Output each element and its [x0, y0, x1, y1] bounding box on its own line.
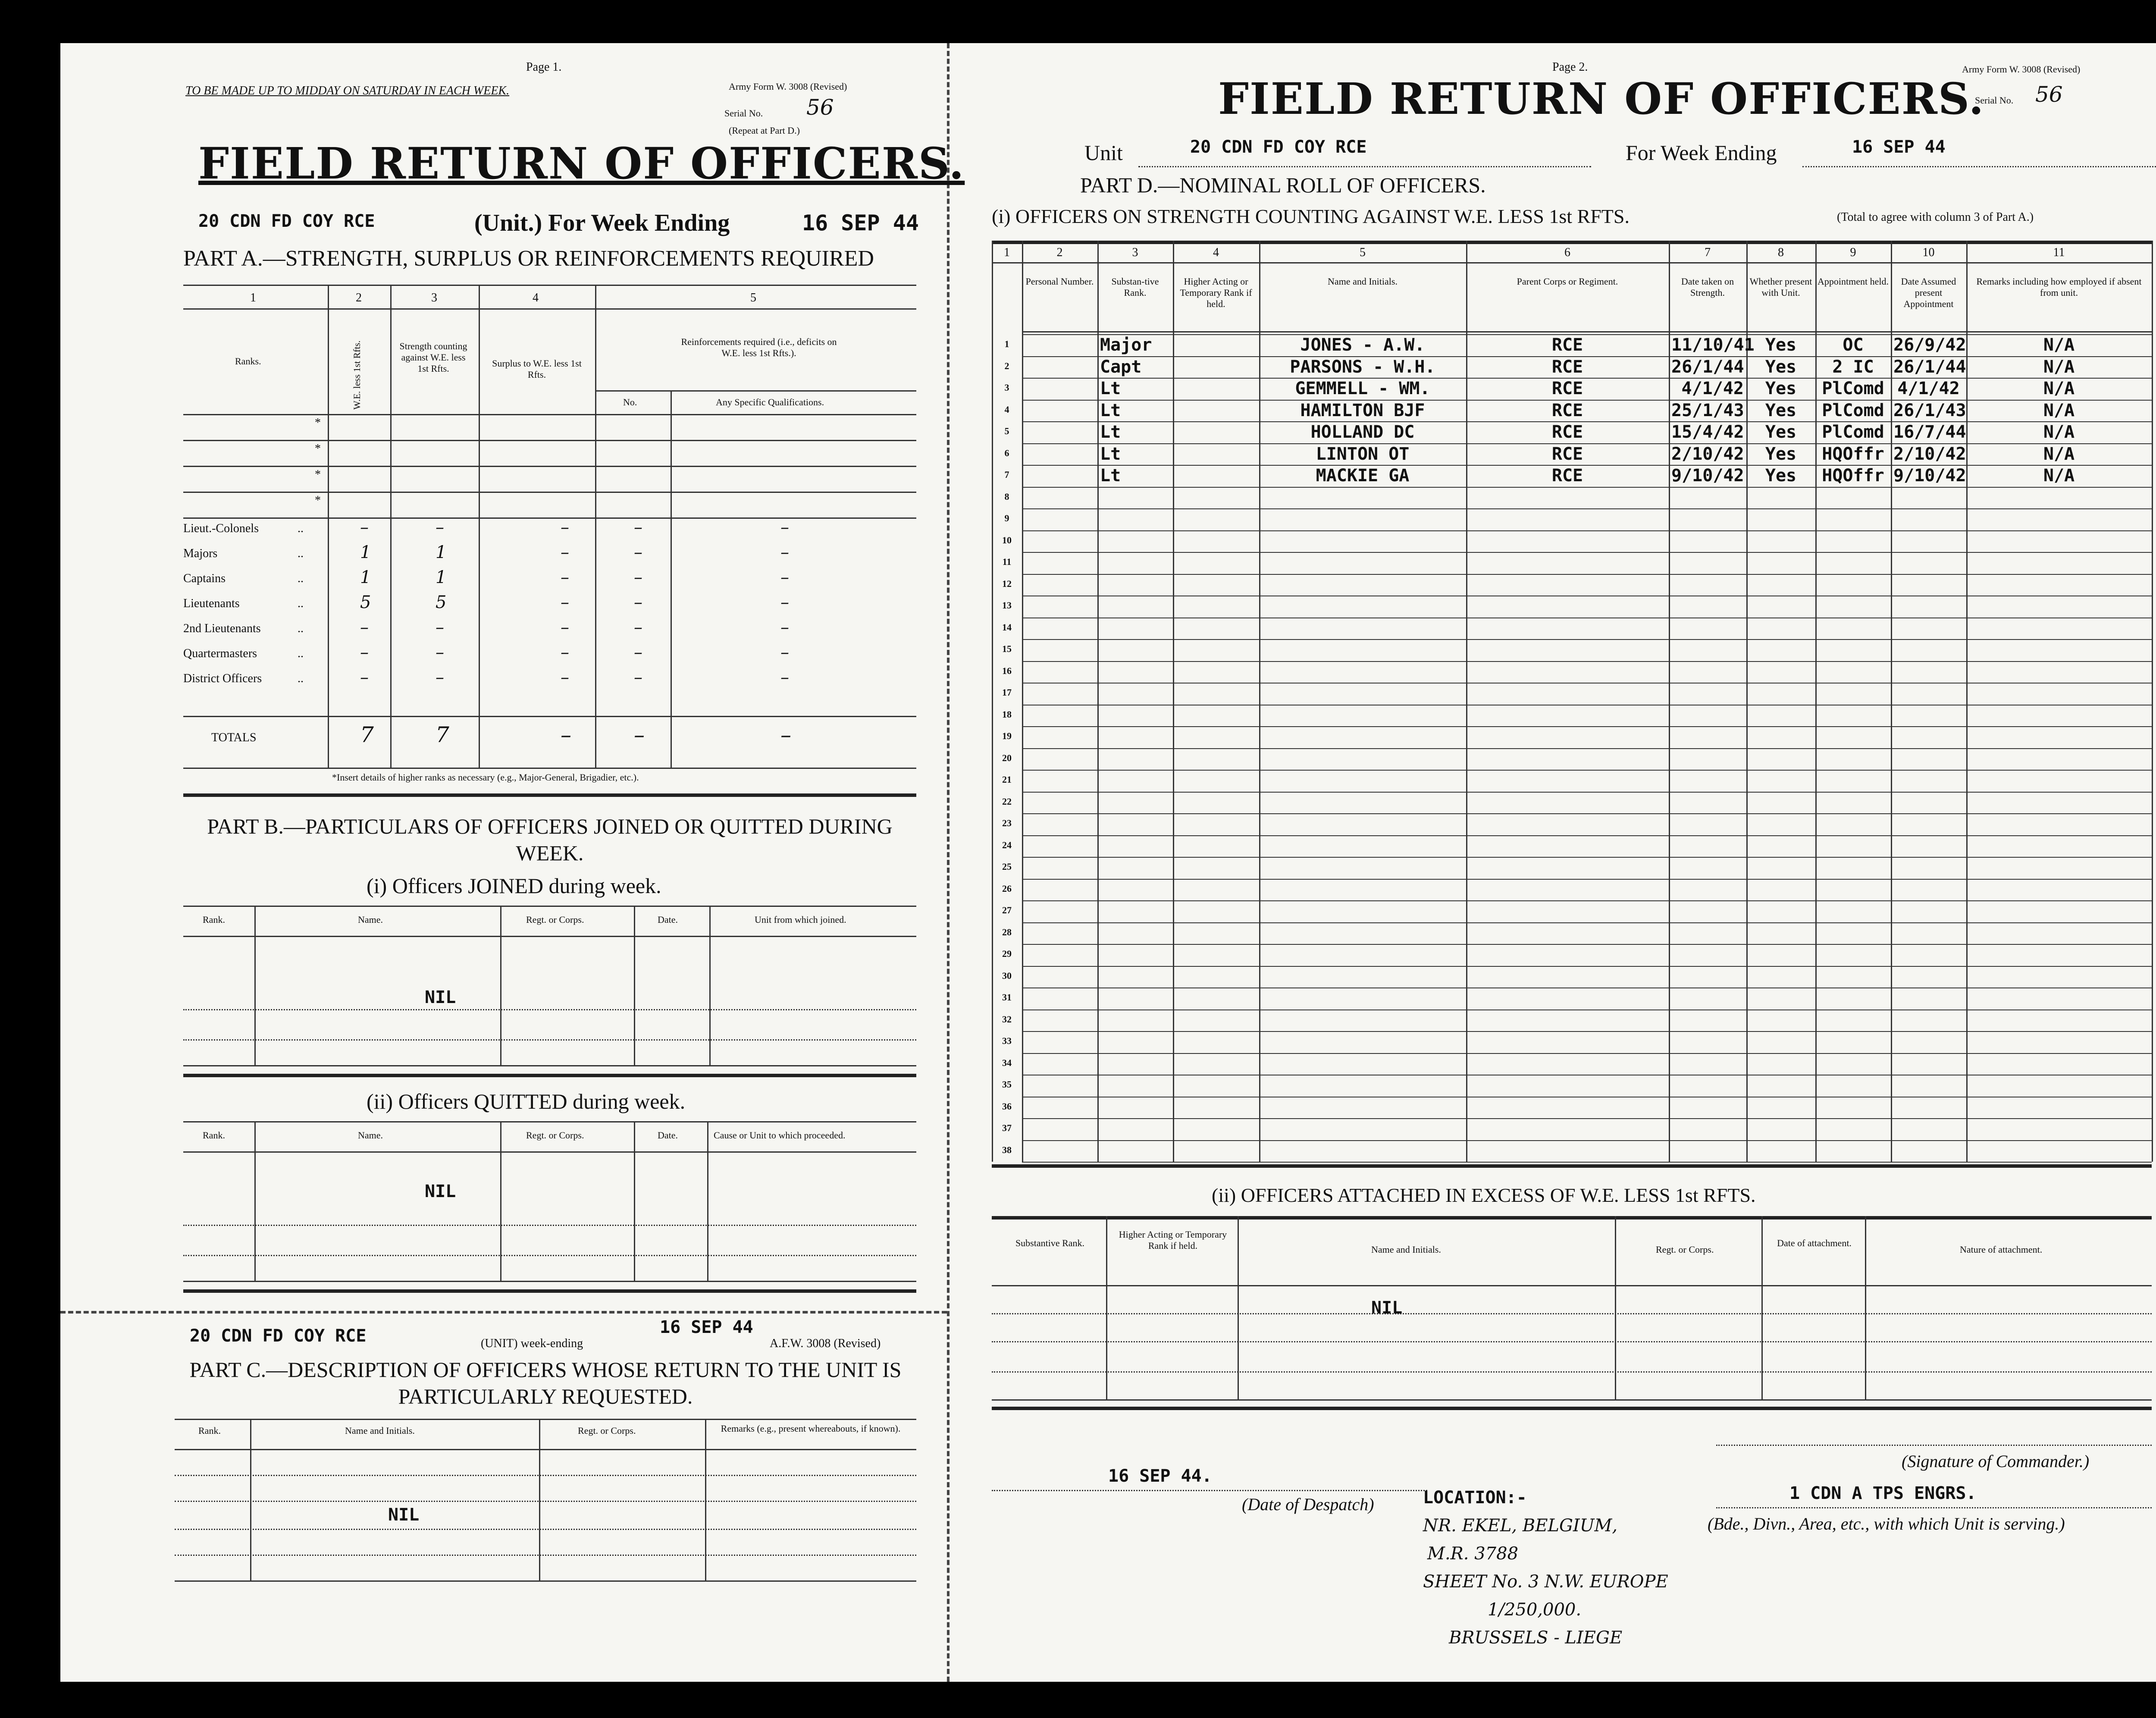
part-d-name: JONES - A.W. — [1300, 335, 1425, 355]
part-d-heading: PART D.—NOMINAL ROLL OF OFFICERS. — [1080, 173, 1486, 197]
part-a-q-value: – — [780, 542, 789, 562]
serial-label-p1: Serial No. — [724, 108, 763, 119]
part-d-row-number: 33 — [1002, 1035, 1012, 1046]
part-a-no-value: – — [634, 618, 642, 637]
part-a-q-value: – — [780, 643, 789, 662]
part-d-row-number: 31 — [1002, 992, 1012, 1003]
part-d-present: Yes — [1765, 400, 1797, 420]
part-d-date: 26/1/44 — [1671, 357, 1744, 377]
part-d-appt: PlComd — [1822, 422, 1884, 442]
made-up-note: TO BE MADE UP TO MIDDAY ON SATURDAY IN EACH WEEK. — [185, 84, 510, 97]
part-d-row-number: 29 — [1002, 948, 1012, 959]
part-d-remarks: N/A — [2043, 444, 2075, 464]
page2-title: FIELD RETURN OF OFFICERS. — [1218, 73, 1985, 124]
location-line: M.R. 3788 — [1427, 1544, 1519, 1564]
page2-number: Page 2. — [1552, 60, 1588, 74]
part-a-q-value: – — [780, 567, 789, 587]
part-c-unit-value: 20 CDN FD COY RCE — [190, 1326, 367, 1346]
part-a-rank-label: District Officers — [183, 672, 262, 685]
attached-nil: NIL — [1371, 1298, 1403, 1318]
part-a-we-value: – — [360, 643, 369, 662]
part-a-we-value: – — [360, 517, 369, 537]
part-a-sur-value: – — [561, 517, 569, 537]
part-a-rank-label: Majors — [183, 547, 218, 560]
part-a-col-number: 2 — [356, 291, 362, 304]
leader-dots: .. — [298, 572, 304, 585]
quitted-col-cause: Cause or Unit to which proceeded. — [714, 1130, 846, 1141]
part-d-remarks: N/A — [2043, 400, 2075, 420]
part-d-rank: Lt — [1100, 422, 1121, 442]
unit-label-p2: Unit — [1084, 141, 1123, 165]
location-line: NR. EKEL, BELGIUM, — [1423, 1516, 1618, 1536]
part-d-corps: RCE — [1551, 335, 1583, 355]
part-a-surplus-header: Surplus to W.E. less 1st Rfts. — [492, 358, 582, 380]
part-c-col-rank: Rank. — [198, 1425, 221, 1436]
part-a-ranks-header: Ranks. — [235, 356, 261, 367]
attached-col-regt: Regt. or Corps. — [1656, 1244, 1714, 1255]
part-d-rank: Lt — [1100, 379, 1121, 398]
part-d-rank: Major — [1100, 335, 1152, 355]
despatch-date: 16 SEP 44. — [1108, 1466, 1212, 1486]
part-d-rank: Capt — [1100, 357, 1142, 377]
part-a-q-value: – — [780, 517, 789, 537]
part-d-name: HAMILTON BJF — [1300, 400, 1425, 420]
part-d-row-number: 24 — [1002, 839, 1012, 850]
part-a-q-value: – — [780, 593, 789, 612]
part-d-assumed: 4/1/42 — [1897, 379, 1960, 398]
part-d-remarks: N/A — [2043, 379, 2075, 398]
part-d-row-number: 17 — [1002, 687, 1012, 698]
joined-col-regt: Regt. or Corps. — [526, 914, 584, 925]
part-d-col-header: Date taken on Strength. — [1681, 276, 1734, 298]
part-d-date: 9/10/42 — [1671, 466, 1744, 486]
part-d-row-number: 5 — [1004, 426, 1009, 436]
part-d-row-number: 18 — [1002, 709, 1012, 720]
part-d-row-number: 3 — [1004, 382, 1009, 393]
part-a-sur-value: – — [561, 643, 569, 662]
part-d-row-number: 25 — [1002, 861, 1012, 872]
part-d-row-number: 7 — [1004, 469, 1009, 480]
leader-dots: .. — [298, 547, 304, 560]
part-d-corps: RCE — [1551, 400, 1583, 420]
part-d-present: Yes — [1765, 335, 1797, 355]
part-a-no-value: – — [634, 668, 642, 687]
part-d-row-number: 13 — [1002, 600, 1012, 611]
part-d-row-number: 11 — [1002, 556, 1012, 567]
part-d-row-number: 1 — [1004, 339, 1009, 349]
part-a-q-value: – — [780, 668, 789, 687]
part-c-unit-label: (UNIT) week-ending — [481, 1337, 583, 1350]
part-d-present: Yes — [1765, 422, 1797, 442]
part-d-date: 4/1/42 — [1681, 379, 1744, 398]
part-d-col-header: Personal Number. — [1025, 276, 1094, 287]
part-a-we-value: 1 — [360, 567, 371, 587]
part-d-assumed: 26/1/44 — [1893, 357, 1966, 377]
unit-value-p1: 20 CDN FD COY RCE — [198, 211, 375, 231]
joined-nil: NIL — [425, 988, 456, 1007]
part-d-row-number: 27 — [1002, 905, 1012, 915]
part-d-date: 25/1/43 — [1671, 400, 1744, 420]
part-b-heading: PART B.—PARTICULARS OF OFFICERS JOINED OR QUITTED DURING WEEK. — [207, 814, 893, 865]
part-a-str-value: 1 — [436, 567, 447, 587]
part-a-we-value: 1 — [360, 542, 371, 562]
section-i-heading: (i) OFFICERS ON STRENGTH COUNTING AGAINST W.E. LESS 1st RFTS. — [992, 205, 1630, 227]
part-d-col-header: Parent Corps or Regiment. — [1517, 276, 1618, 287]
part-d-date: 11/10/41 — [1671, 335, 1755, 355]
part-a-str-value: 1 — [436, 542, 447, 562]
part-a-col-number: 4 — [533, 291, 539, 304]
leader-dots: .. — [298, 622, 304, 635]
part-d-col-number: 6 — [1564, 246, 1570, 259]
totals-we: 7 — [360, 722, 374, 747]
part-d-name: PARSONS - W.H. — [1290, 357, 1435, 377]
part-d-corps: RCE — [1551, 444, 1583, 464]
part-d-row-number: 30 — [1002, 970, 1012, 981]
part-a-sur-value: – — [561, 668, 569, 687]
joined-col-date: Date. — [658, 914, 678, 925]
formation-label: (Bde., Divn., Area, etc., with which Unit is serving.) — [1708, 1514, 2065, 1533]
part-d-col-number: 2 — [1056, 246, 1063, 259]
part-d-row-number: 36 — [1002, 1100, 1012, 1112]
part-d-rank: Lt — [1100, 466, 1121, 486]
part-d-col-number: 4 — [1213, 246, 1219, 259]
part-a-no-header: No. — [623, 397, 637, 408]
part-d-col-number: 9 — [1850, 246, 1856, 259]
part-d-row-number: 34 — [1002, 1057, 1012, 1068]
part-d-row-number: 26 — [1002, 883, 1012, 894]
leader-dots: .. — [298, 522, 304, 535]
part-a-reinf-header: Reinforcements required (i.e., deficits on W.E. less 1st Rfts.). — [681, 336, 837, 358]
part-a-no-value: – — [634, 542, 642, 562]
part-d-col-header: Name and Initials. — [1328, 276, 1398, 287]
part-d-row-number: 19 — [1002, 730, 1012, 741]
star-mark: * — [315, 494, 321, 507]
part-d-col-header: Substan-tive Rank. — [1111, 276, 1159, 298]
page1-title: FIELD RETURN OF OFFICERS. — [198, 138, 965, 189]
part-d-row-number: 10 — [1002, 534, 1012, 545]
part-d-row-number: 15 — [1002, 643, 1012, 654]
part-c-week-value: 16 SEP 44 — [660, 1317, 753, 1337]
part-a-rank-label: Captains — [183, 572, 226, 585]
part-d-name: HOLLAND DC — [1310, 422, 1415, 442]
part-d-corps: RCE — [1551, 466, 1583, 486]
part-d-present: Yes — [1765, 357, 1797, 377]
despatch-label: (Date of Despatch) — [1242, 1495, 1374, 1514]
part-d-row-number: 37 — [1002, 1122, 1012, 1133]
part-c-col-regt: Regt. or Corps. — [578, 1425, 636, 1436]
section-ii-heading: (ii) OFFICERS ATTACHED IN EXCESS OF W.E. LESS 1st RFTS. — [1212, 1184, 1756, 1206]
part-a-sur-value: – — [561, 567, 569, 587]
joined-col-unit: Unit from which joined. — [755, 914, 846, 925]
joined-col-name: Name. — [358, 914, 383, 925]
part-a-sur-value: – — [561, 542, 569, 562]
totals-no: – — [634, 722, 645, 747]
army-form-p1: Army Form W. 3008 (Revised) — [729, 81, 847, 92]
part-a-we-header: W.E. less 1st Rfts. — [351, 340, 362, 410]
part-a-sur-value: – — [561, 593, 569, 612]
part-d-row-number: 4 — [1004, 404, 1009, 415]
part-d-row-number: 8 — [1004, 491, 1009, 502]
quitted-col-date: Date. — [658, 1130, 678, 1141]
part-d-col-number: 10 — [1922, 246, 1935, 259]
page1-number: Page 1. — [526, 60, 562, 74]
part-d-col-number: 11 — [2053, 246, 2065, 259]
quitted-heading: (ii) Officers QUITTED during week. — [367, 1089, 686, 1113]
part-d-col-header: Remarks including how employed if absent from unit. — [1976, 276, 2142, 298]
part-a-no-value: – — [634, 643, 642, 662]
attached-col-higher: Higher Acting or Temporary Rank if held. — [1119, 1229, 1227, 1251]
serial-value-p2: 56 — [2035, 82, 2063, 107]
part-d-row-number: 21 — [1002, 774, 1012, 785]
part-a-col-number: 3 — [431, 291, 437, 304]
star-mark: * — [315, 468, 321, 481]
part-d-row-number: 23 — [1002, 818, 1012, 828]
part-d-remarks: N/A — [2043, 335, 2075, 355]
part-c-heading: PART C.—DESCRIPTION OF OFFICERS WHOSE RETURN TO THE UNIT IS PARTICULARLY REQUESTED. — [189, 1357, 902, 1408]
part-d-name: MACKIE GA — [1316, 466, 1410, 486]
location-label: LOCATION:- — [1423, 1488, 1527, 1508]
part-d-col-number: 7 — [1705, 246, 1711, 259]
part-d-remarks: N/A — [2043, 357, 2075, 377]
part-d-assumed: 2/10/42 — [1893, 444, 1966, 464]
totals-label: TOTALS — [211, 731, 257, 744]
part-d-col-header: Appointment held. — [1818, 276, 1889, 287]
part-d-col-header: Higher Acting or Temporary Rank if held. — [1180, 276, 1252, 309]
part-a-rank-label: Lieutenants — [183, 597, 240, 610]
star-mark: * — [315, 416, 321, 430]
week-label-p2: For Week Ending — [1626, 141, 1777, 165]
part-a-q-value: – — [780, 618, 789, 637]
part-d-assumed: 9/10/42 — [1893, 466, 1966, 486]
attached-col-nature: Nature of attachment. — [1960, 1244, 2043, 1255]
part-d-row-number: 28 — [1002, 926, 1012, 937]
part-d-col-number: 1 — [1004, 246, 1010, 259]
part-c-afw: A.F.W. 3008 (Revised) — [770, 1337, 881, 1350]
part-d-remarks: N/A — [2043, 466, 2075, 486]
army-form-p2: Army Form W. 3008 (Revised) — [1962, 64, 2081, 75]
repeat-note: (Repeat at Part D.) — [729, 125, 800, 136]
part-d-row-number: 6 — [1004, 447, 1009, 458]
part-a-no-value: – — [634, 567, 642, 587]
part-d-row-number: 16 — [1002, 665, 1012, 676]
joined-col-rank: Rank. — [203, 914, 225, 925]
part-d-col-header: Whether present with Unit. — [1749, 276, 1812, 298]
part-d-row-number: 32 — [1002, 1013, 1012, 1025]
part-d-rank: Lt — [1100, 400, 1121, 420]
part-a-rank-label: Lieut.-Colonels — [183, 522, 259, 535]
part-d-assumed: 16/7/44 — [1893, 422, 1966, 442]
part-d-name: GEMMELL - WM. — [1295, 379, 1430, 398]
part-a-col-number: 5 — [750, 291, 756, 304]
serial-value-p1: 56 — [806, 95, 834, 120]
formation-value: 1 CDN A TPS ENGRS. — [1789, 1483, 1977, 1503]
tear-line — [60, 1311, 947, 1314]
part-d-corps: RCE — [1551, 357, 1583, 377]
quitted-col-rank: Rank. — [203, 1130, 225, 1141]
part-d-row-number: 14 — [1002, 621, 1012, 633]
location-line: BRUSSELS - LIEGE — [1449, 1628, 1623, 1648]
part-d-appt: HQOffr — [1822, 466, 1884, 486]
part-a-no-value: – — [634, 593, 642, 612]
part-a-strength-header: Strength counting against W.E. less 1st Rfts. — [399, 341, 467, 374]
part-a-str-value: – — [436, 668, 444, 687]
totals-strength: 7 — [436, 722, 449, 747]
part-d-appt: HQOffr — [1822, 444, 1884, 464]
unit-label-p1: (Unit.) For Week Ending — [474, 210, 730, 236]
part-d-present: Yes — [1765, 444, 1797, 464]
part-a-rank-label: Quartermasters — [183, 647, 257, 660]
star-mark: * — [315, 442, 321, 455]
part-d-col-header: Date Assumed present Appointment — [1901, 276, 1956, 309]
attached-col-date: Date of attachment. — [1777, 1238, 1852, 1248]
part-d-appt: PlComd — [1822, 379, 1884, 398]
section-i-note: (Total to agree with column 3 of Part A.) — [1837, 210, 2034, 224]
part-d-row-number: 38 — [1002, 1144, 1012, 1155]
part-c-col-remarks: Remarks (e.g., present whereabouts, if known). — [721, 1423, 901, 1434]
quitted-col-regt: Regt. or Corps. — [526, 1130, 584, 1141]
location-line: 1/250,000. — [1488, 1600, 1582, 1620]
part-a-sur-value: – — [561, 618, 569, 637]
week-ending-p1: 16 SEP 44 — [802, 210, 919, 235]
part-d-row-number: 2 — [1004, 360, 1009, 371]
part-d-assumed: 26/1/43 — [1893, 400, 1966, 420]
leader-dots: .. — [298, 597, 304, 610]
part-d-row-number: 9 — [1004, 513, 1009, 524]
part-d-present: Yes — [1765, 466, 1797, 486]
part-a-str-value: 5 — [436, 593, 447, 612]
part-d-appt: PlComd — [1822, 400, 1884, 420]
part-a-str-value: – — [436, 643, 444, 662]
signature-label: (Signature of Commander.) — [1902, 1452, 2090, 1471]
part-d-row-number: 12 — [1002, 578, 1012, 589]
quitted-nil: NIL — [425, 1182, 456, 1201]
part-d-rank: Lt — [1100, 444, 1121, 464]
part-d-corps: RCE — [1551, 422, 1583, 442]
part-a-str-value: – — [436, 618, 444, 637]
part-d-present: Yes — [1765, 379, 1797, 398]
part-a-quals-header: Any Specific Qualifications. — [716, 397, 824, 408]
leader-dots: .. — [298, 647, 304, 660]
leader-dots: .. — [298, 672, 304, 685]
part-d-appt: 2 IC — [1832, 357, 1874, 377]
part-a-str-value: – — [436, 517, 444, 537]
part-a-rank-label: 2nd Lieutenants — [183, 622, 261, 635]
part-d-appt: OC — [1843, 335, 1864, 355]
part-a-footnote: *Insert details of higher ranks as necessary (e.g., Major-General, Brigadier, etc.). — [332, 772, 639, 783]
attached-col-name: Name and Initials. — [1371, 1244, 1441, 1255]
part-a-no-value: – — [634, 517, 642, 537]
part-d-name: LINTON OT — [1316, 444, 1410, 464]
quitted-col-name: Name. — [358, 1130, 383, 1141]
week-value-p2: 16 SEP 44 — [1852, 137, 1946, 157]
part-d-date: 2/10/42 — [1671, 444, 1744, 464]
part-d-assumed: 26/9/42 — [1893, 335, 1966, 355]
unit-value-p2: 20 CDN FD COY RCE — [1190, 137, 1367, 157]
part-d-date: 15/4/42 — [1671, 422, 1744, 442]
center-fold — [947, 43, 950, 1682]
part-d-corps: RCE — [1551, 379, 1583, 398]
part-a-heading: PART A.—STRENGTH, SURPLUS OR REINFORCEMENTS REQUIRED — [183, 246, 874, 271]
totals-quals: – — [780, 722, 791, 747]
part-a-col-number: 1 — [250, 291, 256, 304]
part-d-row-number: 22 — [1002, 796, 1012, 807]
part-a-we-value: – — [360, 668, 369, 687]
serial-label-p2: Serial No. — [1975, 95, 2014, 106]
part-d-remarks: N/A — [2043, 422, 2075, 442]
part-a-we-value: – — [360, 618, 369, 637]
part-d-col-number: 5 — [1360, 246, 1366, 259]
part-d-row-number: 35 — [1002, 1079, 1012, 1090]
part-c-nil: NIL — [388, 1505, 420, 1525]
part-d-col-number: 8 — [1778, 246, 1784, 259]
totals-surplus: – — [561, 722, 571, 747]
part-c-col-name: Name and Initials. — [345, 1425, 415, 1436]
part-d-row-number: 20 — [1002, 752, 1012, 763]
location-line: SHEET No. 3 N.W. EUROPE — [1423, 1572, 1668, 1592]
attached-col-rank: Substantive Rank. — [1015, 1238, 1085, 1248]
joined-heading: (i) Officers JOINED during week. — [367, 874, 661, 898]
part-a-we-value: 5 — [360, 593, 371, 612]
part-d-col-number: 3 — [1132, 246, 1138, 259]
